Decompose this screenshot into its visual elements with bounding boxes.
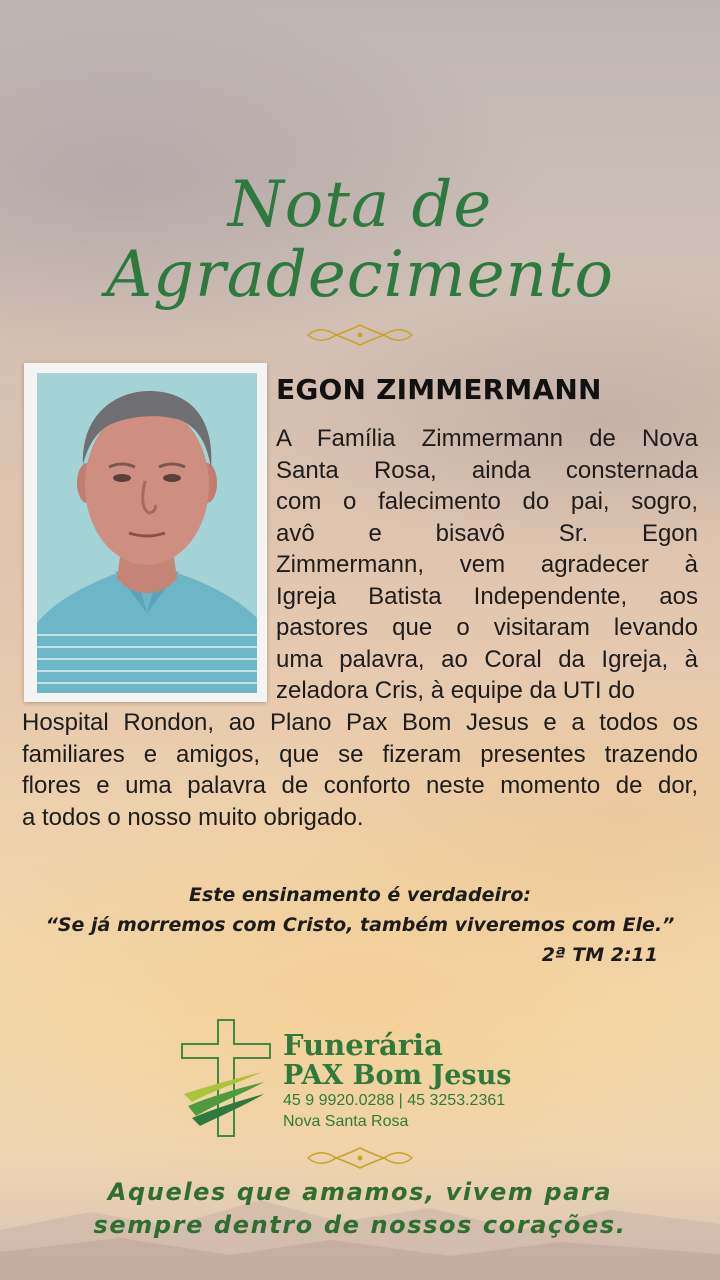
brand-name-line-2: PAX Bom Jesus [283, 1060, 512, 1091]
title-line-2: Agradecimento [105, 238, 615, 312]
message-line: a todos o nosso muito obrigado. [22, 803, 364, 831]
message-line: pastores que o visitaram levando [276, 614, 698, 641]
title-line-1: Nota de [227, 168, 493, 242]
message-line: avô e bisavô Sr. Egon [276, 519, 698, 547]
message-line: Igreja Batista Independente, aos [276, 582, 698, 610]
message-line: Santa Rosa, ainda consternada [276, 456, 698, 484]
brand-phones: 45 9 9920.0288 | 45 3253.2361 [283, 1092, 506, 1109]
message-line: Hospital Rondon, ao Plano Pax Bom Jesus e a todos os [22, 709, 698, 736]
message-line: Zimmermann, vem agradecer à [276, 551, 698, 578]
message-line: uma palavra, ao Coral da Igreja, à [276, 645, 698, 673]
gold-ornament-divider-bottom [60, 1143, 660, 1173]
verse-reference: 2ª TM 2:11 [541, 944, 658, 966]
message-line: zeladora Cris, à equipe da UTI do [276, 677, 635, 704]
portrait-illustration [37, 373, 257, 693]
brand-name-line-1: Funerária [283, 1028, 443, 1062]
cross-logo-icon [178, 1016, 274, 1140]
deceased-name: EGON ZIMMERMANN [276, 373, 602, 406]
footer-line-2: sempre dentro de nossos corações. [93, 1211, 627, 1239]
portrait-photo [37, 373, 257, 693]
verse-quote: “Se já morremos com Cristo, também viveremos com Ele.” [45, 914, 675, 936]
message-line: familiares e amigos, que se fizeram presentes trazendo [22, 740, 698, 768]
gold-ornament-divider-top [60, 320, 660, 350]
brand-city: Nova Santa Rosa [283, 1113, 409, 1130]
message-line: flores e uma palavra de conforto neste momento de dor, [22, 772, 698, 799]
message-line: A Família Zimmermann de Nova [276, 425, 698, 452]
footer-line-1: Aqueles que amamos, vivem para [107, 1178, 613, 1206]
portrait-frame [24, 363, 267, 702]
verse-intro: Este ensinamento é verdadeiro: [189, 884, 531, 906]
message-line: com o falecimento do pai, sogro, [276, 488, 698, 515]
